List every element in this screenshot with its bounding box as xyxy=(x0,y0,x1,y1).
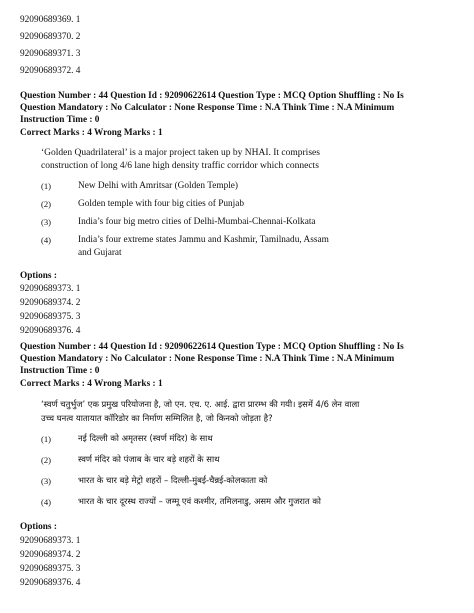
hindi-option-id-1: 92090689373. 1 xyxy=(20,536,81,546)
hindi-option-1-label: (1) xyxy=(41,434,52,444)
option-1-label: (1) xyxy=(41,181,52,191)
hindi-option-4-text: भारत के चार दूरस्थ राज्यों – जम्मू एवं कश्मीर, तमिलनाडु, असम और गुजरात को xyxy=(78,496,321,506)
hindi-question-text-line-1: ‘स्वर्ण चतुर्भुज’ एक प्रमुख परियोजना है, जो एन. एच. ए. आई. द्वारा प्रारम्भ की गयी। इसमें 4/6 लेन वाला xyxy=(41,399,360,409)
option-4-text: India’s four extreme states Jammu and Kashmir, Tamilnadu, Assam xyxy=(78,235,329,245)
option-4-text-continued: and Gujarat xyxy=(78,248,122,258)
hindi-option-id-4: 92090689376. 4 xyxy=(20,578,81,588)
option-3-text: India’s four big metro cities of Delhi-Mumbai-Chennai-Kolkata xyxy=(78,217,316,227)
hindi-option-2-text: स्वर्ण मंदिर को पंजाब के चार बड़े शहरों के साथ xyxy=(78,454,220,464)
marks-line: Correct Marks : 4 Wrong Marks : 1 xyxy=(20,128,163,138)
options-heading-hindi-block: Options : xyxy=(20,522,57,532)
options-heading: Options : xyxy=(20,271,57,281)
hindi-option-2-label: (2) xyxy=(41,455,52,465)
top-option-id-3: 92090689371. 3 xyxy=(20,49,81,59)
hindi-option-1-text: नई दिल्ली को अमृतसर (स्वर्ण मंदिर) के साथ xyxy=(78,433,213,443)
top-option-id-1: 92090689369. 1 xyxy=(20,15,81,25)
question-header-line-1-hindi-block: Question Number : 44 Question Id : 92090622614 Question Type : MCQ Option Shuffling : No Is xyxy=(20,342,404,352)
option-2-label: (2) xyxy=(41,199,52,209)
marks-line-hindi-block: Correct Marks : 4 Wrong Marks : 1 xyxy=(20,379,163,389)
option-2-text: Golden temple with four big cities of Punjab xyxy=(78,199,245,209)
question-header-line-3: Instruction Time : 0 xyxy=(20,115,100,125)
hindi-option-3-text: भारत के चार बड़े मेट्रो शहरों – दिल्ली-मुंबई-चैन्नई-कोलकाता को xyxy=(78,475,268,485)
hindi-question-text-line-2: उच्च घनत्व यातायात कॉरिडोर का निर्माण सम्मिलित है, जो किनको जोड़ता है? xyxy=(41,413,273,423)
hindi-option-4-label: (4) xyxy=(41,497,52,507)
question-header-line-3-hindi-block: Instruction Time : 0 xyxy=(20,366,100,376)
hindi-option-id-3: 92090689375. 3 xyxy=(20,564,81,574)
option-3-label: (3) xyxy=(41,217,52,227)
hindi-option-3-label: (3) xyxy=(41,476,52,486)
question-header-line-2-hindi-block: Question Mandatory : No Calculator : None Response Time : N.A Think Time : N.A Minimum xyxy=(20,354,395,364)
hindi-option-id-2: 92090689374. 2 xyxy=(20,550,81,560)
question-header-line-1: Question Number : 44 Question Id : 92090622614 Question Type : MCQ Option Shuffling : No Is xyxy=(20,91,404,101)
option-id-3: 92090689375. 3 xyxy=(20,312,81,322)
question-text-line-2: construction of long 4/6 lane high density traffic corridor which connects xyxy=(41,161,319,171)
option-id-2: 92090689374. 2 xyxy=(20,298,81,308)
option-4-label: (4) xyxy=(41,235,52,245)
option-1-text: New Delhi with Amritsar (Golden Temple) xyxy=(78,181,239,191)
top-option-id-2: 92090689370. 2 xyxy=(20,32,81,42)
option-id-4: 92090689376. 4 xyxy=(20,326,81,336)
question-text-line-1: ‘Golden Quadrilateral’ is a major project taken up by NHAI. It comprises xyxy=(41,148,320,158)
top-option-id-4: 92090689372. 4 xyxy=(20,66,81,76)
option-id-1: 92090689373. 1 xyxy=(20,284,81,294)
question-header-line-2: Question Mandatory : No Calculator : None Response Time : N.A Think Time : N.A Minimum xyxy=(20,103,395,113)
